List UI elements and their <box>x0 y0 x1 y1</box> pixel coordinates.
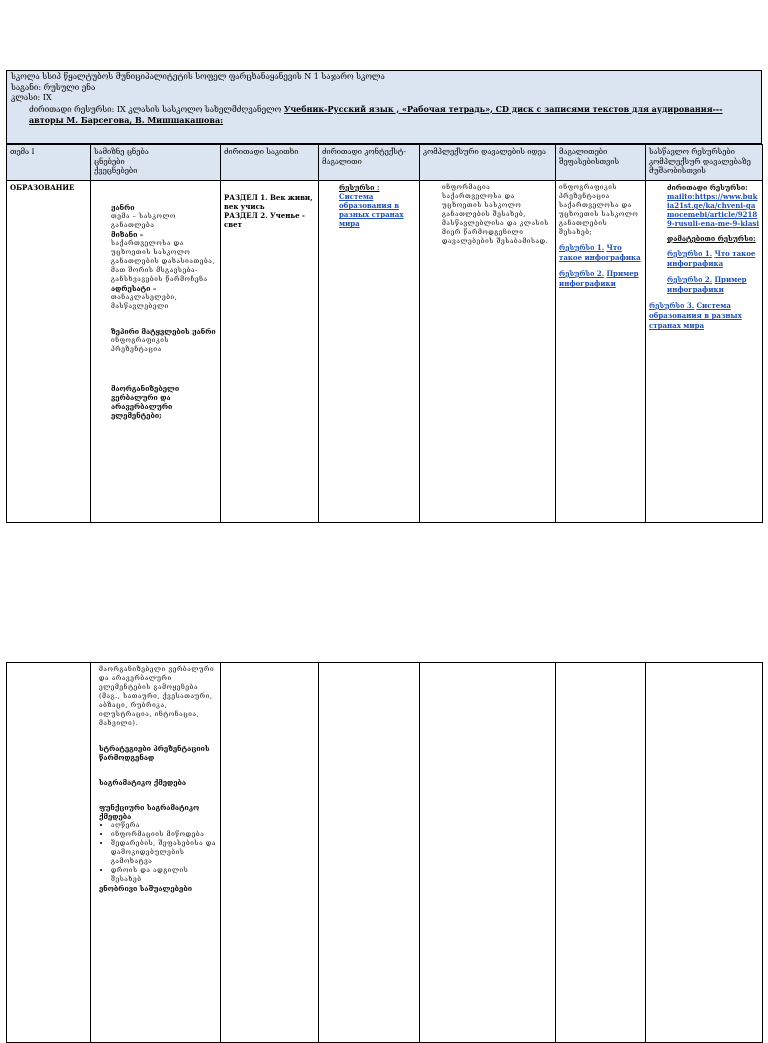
grade-line: კლასი: IX <box>11 93 52 102</box>
goal-title: მიზანი – <box>111 230 144 239</box>
col-header-task-idea: კომპლექსური დავალების იდეა <box>420 145 556 181</box>
plan-header <box>6 70 762 144</box>
resource-1-link[interactable]: Что такое инфографика <box>667 249 756 268</box>
list-item: • დროის და ადგილის შესახებ <box>111 866 217 884</box>
main-resources-text: Учебник-Русский язык , «Рабочая тетрадь», CD диск с записями текстов для аудирования---авторы М. Барсегова, В. Мишшакашова: <box>29 103 723 125</box>
list-item: • აღწერა <box>111 821 217 830</box>
genre-text: თემა – სასკოლო განათლება <box>111 212 176 229</box>
col-header-resources: სასწავლო რესურსები კომპლექსურ დავალებაზე მუშაობისთვის <box>646 145 763 181</box>
assessment-resource-1-label: რესურსი 1. <box>559 243 605 252</box>
grammar-title: საგრამატიკო ქმედება <box>99 778 187 787</box>
genre-title: ჟანრი <box>111 203 135 212</box>
plan-table-continued <box>6 662 763 1043</box>
main-resources-label: ძირითადი რესურსი: IX კლასის სასკოლო სახელმძღვანელო <box>29 104 282 114</box>
task-idea-cell-continued <box>420 663 556 1043</box>
assessment-text: ინფოგრაფიკის პრეზენტაცია საქართველოსა და უცხოეთის სასკოლო განათლების შესახებ; <box>559 183 639 236</box>
task-idea-cell <box>420 181 556 523</box>
extra-resource-label: დამატებითი რესურსი: <box>667 234 756 243</box>
subject-line: საგანი: რუსული ენა <box>11 82 96 92</box>
addressee-title: ადრესატი – <box>111 284 157 293</box>
verbal-elements-text: მაორგანიზებელი ვერბალური და არავერბალური ელემენტების გამოყენება (მაგ., სათაური, ქვესათაური, აბზაცი, რუბრიკა, ილუსტრაცია, ინტონაცია, მახვილი). <box>99 665 215 727</box>
list-item: • შედარების, შეფასებისა და დამოკიდებულების გამოხატვა <box>111 839 217 866</box>
table-row <box>7 663 763 1043</box>
theme-cell: ОБРАЗОВАНИЕ <box>7 181 91 523</box>
assessment-resource-1-link[interactable]: Что такое инфографика <box>559 243 641 262</box>
context-resource-label: რესურსი : <box>339 183 380 192</box>
verbal-elements-title: მაორგანიზებელი ვერბალური და არავერბალური ელემენტები; <box>111 384 180 420</box>
assessment-resource-2-label: რესურსი 2. <box>559 269 605 278</box>
context-cell-continued <box>319 663 420 1043</box>
speech-genre-text: ინფოგრაფიკის პრეზენტაცია <box>111 336 170 353</box>
resources-cell <box>646 181 763 523</box>
context-resource-link[interactable]: Система образования в разных странах мира <box>339 192 404 228</box>
resource-2-link[interactable]: Пример инфографики <box>667 275 747 294</box>
assessment-resource-2-link[interactable]: Пример инфографики <box>559 269 639 288</box>
resource-3-link[interactable]: Система образования в разных странах мира <box>649 301 742 330</box>
col-header-theme: თემა I <box>7 145 91 181</box>
table-row <box>7 181 763 523</box>
context-cell <box>319 181 420 523</box>
strategies-title: სტრატეგიები პრეზენტაციის წარმოდგენად <box>99 744 210 762</box>
task-idea-text: ინფორმაცია საქართველოსა და უცხოეთის სასკოლო განათლების შესახებ, მასწავლებლისა და კლასის მიერ წარმოდგენილი დავალებების შესაბამისად. <box>442 183 549 245</box>
assessment-cell <box>556 181 646 523</box>
main-resource-link[interactable]: mailto:https://www.bukia21st.ge/ka/chveni-gamocemebi/article/92189-rusuli-ena-me-9-klasi <box>667 192 759 228</box>
section-1: РАЗДЕЛ 1. Век живи, век учись <box>224 193 313 211</box>
key-question-cell-continued <box>221 663 319 1043</box>
functional-grammar-title: ფუნქციური საგრამატიკო ქმედება <box>99 803 200 821</box>
main-resource-label: ძირითადი რესურსი: <box>667 183 748 192</box>
table-header-row <box>7 145 763 181</box>
addressee-text: თანაკლასელები, მასწავლებელი <box>111 293 178 310</box>
col-header-key-question: ძირითადი საკითხი <box>221 145 319 181</box>
goal-text: საქართველოსა და უცხოეთის სასკოლო განათლების დახასიათება, მათ შორის მსგავსება-განსხვავების წარმოჩენა <box>111 239 216 283</box>
assessment-cell-continued <box>556 663 646 1043</box>
col-header-target-concept: სამიზნე ცნება ცნებები ქვეცნებები <box>91 145 221 181</box>
target-concept-cell-continued <box>91 663 221 1043</box>
resources-cell-continued <box>646 663 763 1043</box>
main-resources <box>11 104 757 127</box>
resource-2-label: რესურსი 2. <box>667 275 713 284</box>
resource-3-label: რესურსი 3. <box>649 301 695 310</box>
resource-1-label: რესურსი 1. <box>667 249 713 258</box>
plan-table-top <box>6 144 763 523</box>
col-header-context: ძირითადი კონტექსტ- მაგალითი <box>319 145 420 181</box>
language-means-title: ენობრივი საშუალებები <box>99 884 193 893</box>
functional-list <box>99 821 217 884</box>
key-question-cell <box>221 181 319 523</box>
theme-cell-continued <box>7 663 91 1043</box>
speech-genre-title: ზეპირი მატყვლების ჟანრი <box>111 327 216 336</box>
list-item: • ინფორმაციის მიწოდება <box>111 830 217 839</box>
school-name: სკოლა სსიპ წყალტუბოს მუნიციპალიტეტის სოფელ ფარცხანაყანევის N 1 საჯარო სკოლა <box>11 72 385 81</box>
target-concept-cell <box>91 181 221 523</box>
section-2: РАЗДЕЛ 2. Ученье - свет <box>224 211 305 229</box>
col-header-assessment: მაგალითები შეფასებისთვის <box>556 145 646 181</box>
